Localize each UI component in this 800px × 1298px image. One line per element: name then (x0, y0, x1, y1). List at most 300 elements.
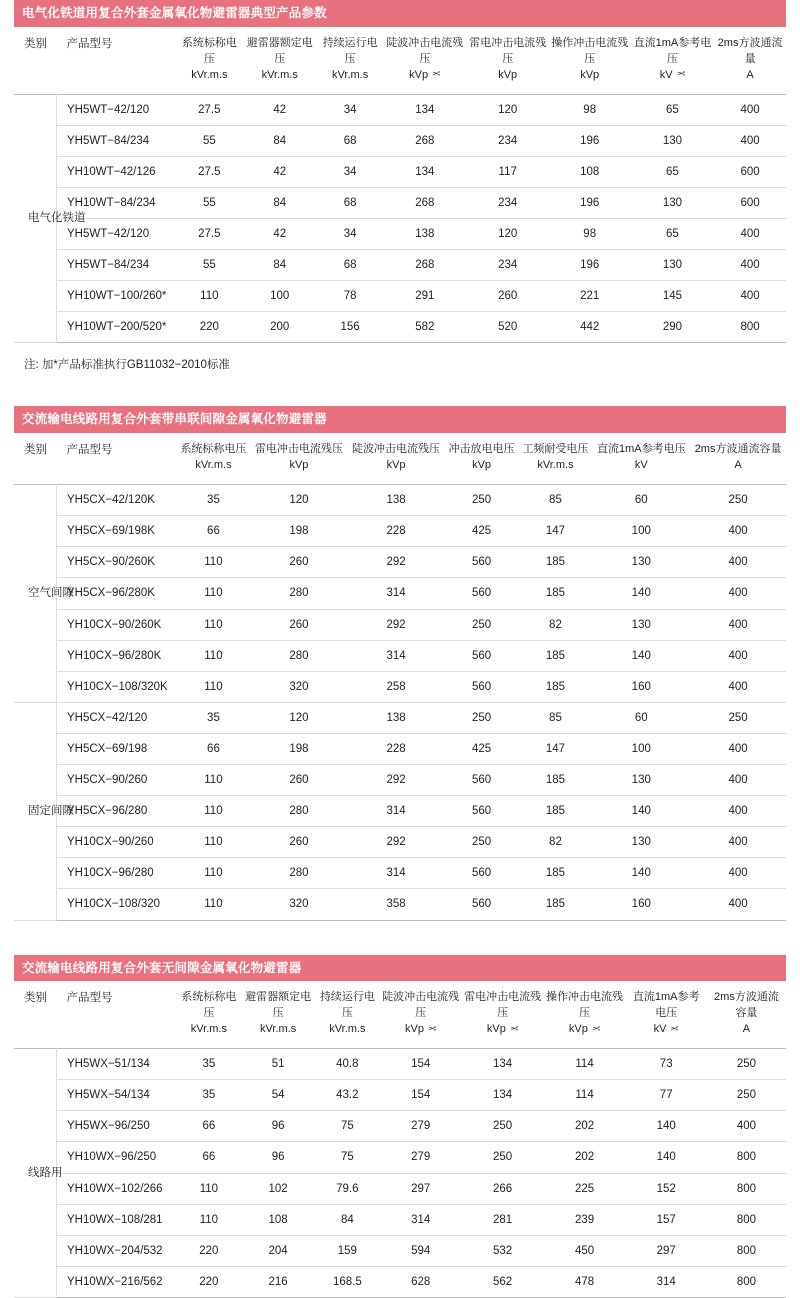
cell-model: YH5CX−90/260 (57, 765, 177, 796)
cell-value: 68 (317, 250, 383, 281)
table-note: 注: 加*产品标准执行GB11032−2010标准 (24, 359, 230, 372)
cell-value: 68 (317, 125, 383, 156)
cell-value: 185 (519, 796, 593, 827)
scissors-icon: ✂ (427, 1023, 437, 1035)
cell-model: YH10WT−100/260* (57, 281, 177, 312)
cell-value: 204 (241, 1235, 315, 1266)
cell-value: 84 (242, 187, 317, 218)
section-title: 电气化铁道用复合外套金属氧化物避雷器典型产品参数 (14, 0, 786, 27)
cell-value: 250 (690, 702, 786, 733)
cell-model: YH10CX−96/280 (57, 858, 177, 889)
cell-value: 297 (626, 1235, 707, 1266)
cell-value: 297 (380, 1173, 462, 1204)
table-row (14, 281, 786, 312)
cell-value: 160 (592, 671, 690, 702)
cell-value: 96 (241, 1142, 315, 1173)
cell-value: 800 (714, 312, 786, 343)
header-rated-voltage: 避雷器额定电压 kVr.m.s (245, 991, 312, 1036)
header-rated-voltage: 避雷器额定电压 kVr.m.s (246, 36, 313, 81)
cell-value: 138 (348, 485, 445, 516)
cell-value: 55 (177, 250, 243, 281)
cell-value: 108 (549, 156, 631, 187)
cell-value: 594 (380, 1235, 462, 1266)
table-row (14, 516, 786, 547)
cell-model: YH10WX−96/250 (57, 1142, 177, 1173)
cell-value: 98 (549, 219, 631, 250)
cell-value: 216 (241, 1266, 315, 1297)
cell-value: 202 (544, 1142, 626, 1173)
cell-value: 196 (549, 187, 631, 218)
cell-value: 110 (177, 796, 251, 827)
cell-model: YH10WT−200/520* (57, 312, 177, 343)
cell-value: 85 (519, 485, 593, 516)
cell-value: 250 (445, 485, 519, 516)
cell-value: 196 (549, 125, 631, 156)
cell-value: 134 (383, 156, 467, 187)
cell-value: 800 (707, 1142, 786, 1173)
cell-value: 400 (690, 640, 786, 671)
cell-value: 234 (467, 125, 549, 156)
cell-value: 43.2 (315, 1080, 380, 1111)
cell-value: 96 (241, 1111, 315, 1142)
section-title: 交流输电线路用复合外套带串联间隙金属氧化物避雷器 (14, 406, 786, 433)
table-row (14, 250, 786, 281)
cell-value: 140 (626, 1142, 707, 1173)
table-row (14, 1142, 786, 1173)
cell-model: YH10CX−108/320K (57, 671, 177, 702)
cell-model: YH10WX−204/532 (57, 1235, 177, 1266)
cell-value: 140 (592, 578, 690, 609)
cell-value: 290 (631, 312, 714, 343)
cell-value: 400 (690, 671, 786, 702)
cell-value: 560 (445, 889, 519, 920)
cell-value: 138 (348, 702, 445, 733)
header-dc-reference: 直流1mA参考电压 kV (596, 443, 686, 472)
cell-value: 110 (177, 858, 251, 889)
table-row (14, 578, 786, 609)
cell-value: 400 (690, 578, 786, 609)
cell-value: 400 (690, 609, 786, 640)
cell-value: 51 (241, 1049, 315, 1080)
cell-value: 425 (445, 516, 519, 547)
cell-value: 268 (383, 250, 467, 281)
table-row (14, 1173, 786, 1204)
cell-value: 120 (467, 219, 549, 250)
cell-value: 147 (519, 516, 593, 547)
cell-value: 157 (626, 1204, 707, 1235)
category-cell: 固定间隙 (14, 702, 57, 920)
cell-model: YH5CX−96/280K (57, 578, 177, 609)
cell-value: 314 (348, 640, 445, 671)
table-body (14, 94, 786, 343)
cell-model: YH5WX−96/250 (57, 1111, 177, 1142)
cell-value: 160 (592, 889, 690, 920)
cell-value: 134 (462, 1049, 544, 1080)
cell-value: 202 (544, 1111, 626, 1142)
table-row (14, 609, 786, 640)
header-switching-residual: 操作冲击电流残压 kVp ✂ (544, 981, 626, 1048)
cell-value: 35 (177, 485, 251, 516)
cell-value: 250 (445, 702, 519, 733)
section-electrified-railway (14, 0, 786, 372)
cell-value: 114 (544, 1049, 626, 1080)
cell-value: 65 (631, 156, 714, 187)
cell-value: 800 (707, 1173, 786, 1204)
header-square-wave: 2ms方波通流量 A (717, 36, 783, 81)
cell-value: 196 (549, 250, 631, 281)
cell-value: 400 (690, 733, 786, 764)
cell-value: 159 (315, 1235, 380, 1266)
cell-value: 54 (241, 1080, 315, 1111)
cell-value: 185 (519, 578, 593, 609)
cell-value: 75 (315, 1142, 380, 1173)
cell-value: 450 (544, 1235, 626, 1266)
cell-value: 250 (445, 609, 519, 640)
parameters-table (14, 433, 786, 920)
cell-model: YH10WX−216/562 (57, 1266, 177, 1297)
table-row (14, 1266, 786, 1297)
cell-value: 34 (317, 156, 383, 187)
cell-model: YH10WX−108/281 (57, 1204, 177, 1235)
cell-model: YH5WT−42/120 (57, 219, 177, 250)
table-row (14, 796, 786, 827)
cell-value: 560 (445, 578, 519, 609)
cell-value: 260 (250, 547, 347, 578)
cell-value: 239 (544, 1204, 626, 1235)
cell-value: 130 (592, 827, 690, 858)
cell-value: 84 (242, 125, 317, 156)
cell-model: YH5WX−54/134 (57, 1080, 177, 1111)
cell-value: 78 (317, 281, 383, 312)
cell-value: 130 (592, 547, 690, 578)
cell-value: 291 (383, 281, 467, 312)
header-system-voltage: 系统标称电压 kVr.m.s (180, 443, 247, 472)
cell-value: 110 (177, 578, 251, 609)
cell-value: 34 (317, 94, 383, 125)
cell-value: 562 (462, 1266, 544, 1297)
cell-model: YH5CX−69/198K (57, 516, 177, 547)
table-row (14, 1049, 786, 1080)
cell-value: 250 (445, 827, 519, 858)
table-row (14, 765, 786, 796)
header-square-wave: 2ms方波通流容量 A (694, 443, 782, 472)
cell-value: 130 (592, 609, 690, 640)
section-title: 交流输电线路用复合外套无间隙金属氧化物避雷器 (14, 955, 786, 982)
header-lightning-residual: 雷电冲击电流残压 kVp (469, 36, 547, 81)
cell-value: 600 (714, 187, 786, 218)
table-header (14, 433, 786, 484)
cell-value: 55 (177, 187, 243, 218)
scissors-icon: ✂ (432, 69, 441, 81)
header-dc-reference: 直流1mA参考电压 kV ✂ (631, 27, 714, 94)
header-power-frequency: 工频耐受电压 kVr.m.s (522, 443, 589, 472)
category-cell: 电气化铁道 (14, 94, 57, 343)
cell-value: 110 (177, 640, 251, 671)
cell-value: 400 (714, 219, 786, 250)
spacer (0, 372, 800, 406)
header-steep-residual: 陡波冲击电流残压 kVp (352, 443, 441, 472)
table-row (14, 733, 786, 764)
cell-value: 185 (519, 765, 593, 796)
cell-value: 35 (177, 1049, 242, 1080)
cell-value: 42 (242, 219, 317, 250)
scissors-icon: ✂ (670, 1023, 679, 1035)
cell-value: 27.5 (177, 219, 243, 250)
cell-value: 281 (462, 1204, 544, 1235)
cell-value: 130 (631, 187, 714, 218)
cell-value: 154 (380, 1080, 462, 1111)
cell-value: 560 (445, 796, 519, 827)
cell-value: 140 (592, 858, 690, 889)
cell-value: 400 (690, 827, 786, 858)
cell-model: YH5WT−84/234 (57, 125, 177, 156)
cell-value: 42 (242, 156, 317, 187)
spacer (0, 921, 800, 955)
cell-value: 60 (592, 702, 690, 733)
table-body (14, 1049, 786, 1298)
scissors-icon: ✂ (676, 69, 686, 81)
cell-value: 250 (707, 1049, 786, 1080)
cell-value: 75 (315, 1111, 380, 1142)
cell-value: 85 (519, 702, 593, 733)
cell-value: 138 (383, 219, 467, 250)
cell-value: 266 (462, 1173, 544, 1204)
cell-value: 234 (467, 250, 549, 281)
cell-value: 185 (519, 547, 593, 578)
cell-model: YH5CX−42/120 (57, 702, 177, 733)
cell-value: 200 (242, 312, 317, 343)
cell-model: YH10WT−42/126 (57, 156, 177, 187)
cell-value: 100 (242, 281, 317, 312)
table-row (14, 1204, 786, 1235)
cell-model: YH5CX−96/280 (57, 796, 177, 827)
header-model: 产品型号 (66, 992, 113, 1005)
cell-model: YH10CX−96/280K (57, 640, 177, 671)
cell-value: 279 (380, 1142, 462, 1173)
header-model: 产品型号 (66, 37, 113, 50)
cell-value: 260 (250, 827, 347, 858)
cell-value: 250 (462, 1142, 544, 1173)
cell-value: 560 (445, 671, 519, 702)
cell-value: 221 (549, 281, 631, 312)
cell-model: YH10WX−102/266 (57, 1173, 177, 1204)
header-category: 类别 (24, 992, 47, 1005)
cell-value: 314 (348, 578, 445, 609)
header-impulse-discharge: 冲击放电电压 kVp (448, 443, 515, 472)
cell-value: 425 (445, 733, 519, 764)
parameters-table (14, 27, 786, 344)
cell-value: 228 (348, 733, 445, 764)
table-row (14, 1080, 786, 1111)
cell-value: 228 (348, 516, 445, 547)
header-system-voltage: 系统标称电压 kVr.m.s (181, 36, 237, 81)
table-body (14, 485, 786, 920)
table-row (14, 219, 786, 250)
cell-value: 400 (690, 765, 786, 796)
cell-value: 320 (250, 671, 347, 702)
cell-value: 65 (631, 94, 714, 125)
cell-value: 314 (348, 796, 445, 827)
cell-value: 130 (631, 125, 714, 156)
cell-value: 140 (592, 640, 690, 671)
cell-value: 84 (242, 250, 317, 281)
table-row (14, 485, 786, 516)
cell-value: 42 (242, 94, 317, 125)
cell-value: 185 (519, 671, 593, 702)
cell-value: 400 (690, 516, 786, 547)
cell-value: 260 (467, 281, 549, 312)
parameters-table (14, 981, 786, 1298)
cell-value: 140 (626, 1111, 707, 1142)
table-row (14, 827, 786, 858)
cell-value: 260 (250, 765, 347, 796)
cell-value: 156 (317, 312, 383, 343)
cell-model: YH5CX−42/120K (57, 485, 177, 516)
cell-value: 82 (519, 827, 593, 858)
cell-value: 260 (250, 609, 347, 640)
cell-value: 280 (250, 796, 347, 827)
header-category: 类别 (24, 444, 47, 457)
cell-value: 110 (177, 281, 243, 312)
cell-value: 100 (592, 733, 690, 764)
cell-value: 400 (714, 250, 786, 281)
category-cell: 线路用 (14, 1049, 57, 1298)
header-model: 产品型号 (66, 444, 113, 457)
cell-value: 560 (445, 765, 519, 796)
category-cell: 空气间隙 (14, 485, 57, 703)
header-category: 类别 (24, 37, 47, 50)
cell-value: 77 (626, 1080, 707, 1111)
cell-value: 110 (177, 609, 251, 640)
cell-value: 250 (707, 1080, 786, 1111)
cell-value: 66 (177, 516, 251, 547)
table-row (14, 1235, 786, 1266)
cell-model: YH10CX−90/260K (57, 609, 177, 640)
table-row (14, 889, 786, 920)
cell-value: 55 (177, 125, 243, 156)
cell-value: 134 (462, 1080, 544, 1111)
cell-value: 400 (690, 858, 786, 889)
cell-value: 35 (177, 1080, 242, 1111)
table-row (14, 312, 786, 343)
header-continuous-voltage: 持续运行电压 kVr.m.s (322, 36, 378, 81)
cell-model: YH10CX−90/260 (57, 827, 177, 858)
cell-value: 250 (462, 1111, 544, 1142)
cell-model: YH5WT−84/234 (57, 250, 177, 281)
table-row (14, 640, 786, 671)
table-row (14, 547, 786, 578)
cell-value: 292 (348, 609, 445, 640)
cell-value: 198 (250, 733, 347, 764)
header-switching-residual: 操作冲击电流残压 kVp (551, 36, 629, 81)
cell-value: 60 (592, 485, 690, 516)
cell-value: 314 (348, 858, 445, 889)
cell-value: 320 (250, 889, 347, 920)
cell-value: 268 (383, 125, 467, 156)
cell-value: 110 (177, 1173, 242, 1204)
cell-value: 220 (177, 1266, 242, 1297)
table-header (14, 27, 786, 94)
cell-value: 82 (519, 609, 593, 640)
table-row (14, 858, 786, 889)
cell-value: 520 (467, 312, 549, 343)
cell-model: YH10CX−108/320 (57, 889, 177, 920)
cell-value: 79.6 (315, 1173, 380, 1204)
cell-value: 185 (519, 640, 593, 671)
cell-value: 292 (348, 765, 445, 796)
header-lightning-residual: 雷电冲击电流残压 kVp ✂ (462, 981, 544, 1048)
cell-value: 145 (631, 281, 714, 312)
cell-value: 110 (177, 671, 251, 702)
cell-value: 280 (250, 578, 347, 609)
cell-value: 185 (519, 889, 593, 920)
cell-value: 234 (467, 187, 549, 218)
cell-value: 582 (383, 312, 467, 343)
cell-value: 400 (690, 889, 786, 920)
cell-value: 400 (714, 125, 786, 156)
table-row (14, 671, 786, 702)
cell-value: 198 (250, 516, 347, 547)
cell-model: YH5WX−51/134 (57, 1049, 177, 1080)
cell-value: 560 (445, 547, 519, 578)
cell-value: 560 (445, 858, 519, 889)
cell-value: 400 (707, 1111, 786, 1142)
cell-value: 400 (714, 94, 786, 125)
cell-value: 134 (383, 94, 467, 125)
cell-value: 560 (445, 640, 519, 671)
cell-value: 120 (250, 702, 347, 733)
table-header (14, 981, 786, 1048)
cell-value: 800 (707, 1235, 786, 1266)
cell-model: YH10WT−84/234 (57, 187, 177, 218)
header-lightning-residual: 雷电冲击电流残压 kVp (254, 443, 343, 472)
cell-value: 102 (241, 1173, 315, 1204)
cell-value: 130 (592, 765, 690, 796)
cell-value: 66 (177, 1111, 242, 1142)
cell-value: 185 (519, 858, 593, 889)
table-row (14, 125, 786, 156)
header-dc-reference: 直流1mA参考电压 kV ✂ (626, 981, 707, 1048)
cell-value: 100 (592, 516, 690, 547)
cell-value: 154 (380, 1049, 462, 1080)
cell-value: 800 (707, 1204, 786, 1235)
cell-value: 314 (626, 1266, 707, 1297)
cell-value: 110 (177, 547, 251, 578)
table-row (14, 702, 786, 733)
cell-value: 73 (626, 1049, 707, 1080)
cell-value: 258 (348, 671, 445, 702)
cell-value: 292 (348, 547, 445, 578)
section-series-gap-arrester (14, 406, 786, 920)
cell-value: 268 (383, 187, 467, 218)
table-row (14, 94, 786, 125)
header-steep-residual: 陡波冲击电流残压 kVp ✂ (380, 981, 462, 1048)
header-system-voltage: 系统标称电压 kVr.m.s (181, 991, 237, 1036)
cell-value: 280 (250, 640, 347, 671)
cell-value: 358 (348, 889, 445, 920)
cell-value: 532 (462, 1235, 544, 1266)
cell-value: 130 (631, 250, 714, 281)
cell-value: 66 (177, 733, 251, 764)
cell-value: 220 (177, 1235, 242, 1266)
cell-value: 114 (544, 1080, 626, 1111)
cell-value: 250 (690, 485, 786, 516)
cell-value: 147 (519, 733, 593, 764)
cell-value: 400 (690, 796, 786, 827)
cell-value: 40.8 (315, 1049, 380, 1080)
header-steep-residual: 陡波冲击电流残压 kVp ✂ (383, 27, 467, 94)
cell-model: YH5CX−90/260K (57, 547, 177, 578)
